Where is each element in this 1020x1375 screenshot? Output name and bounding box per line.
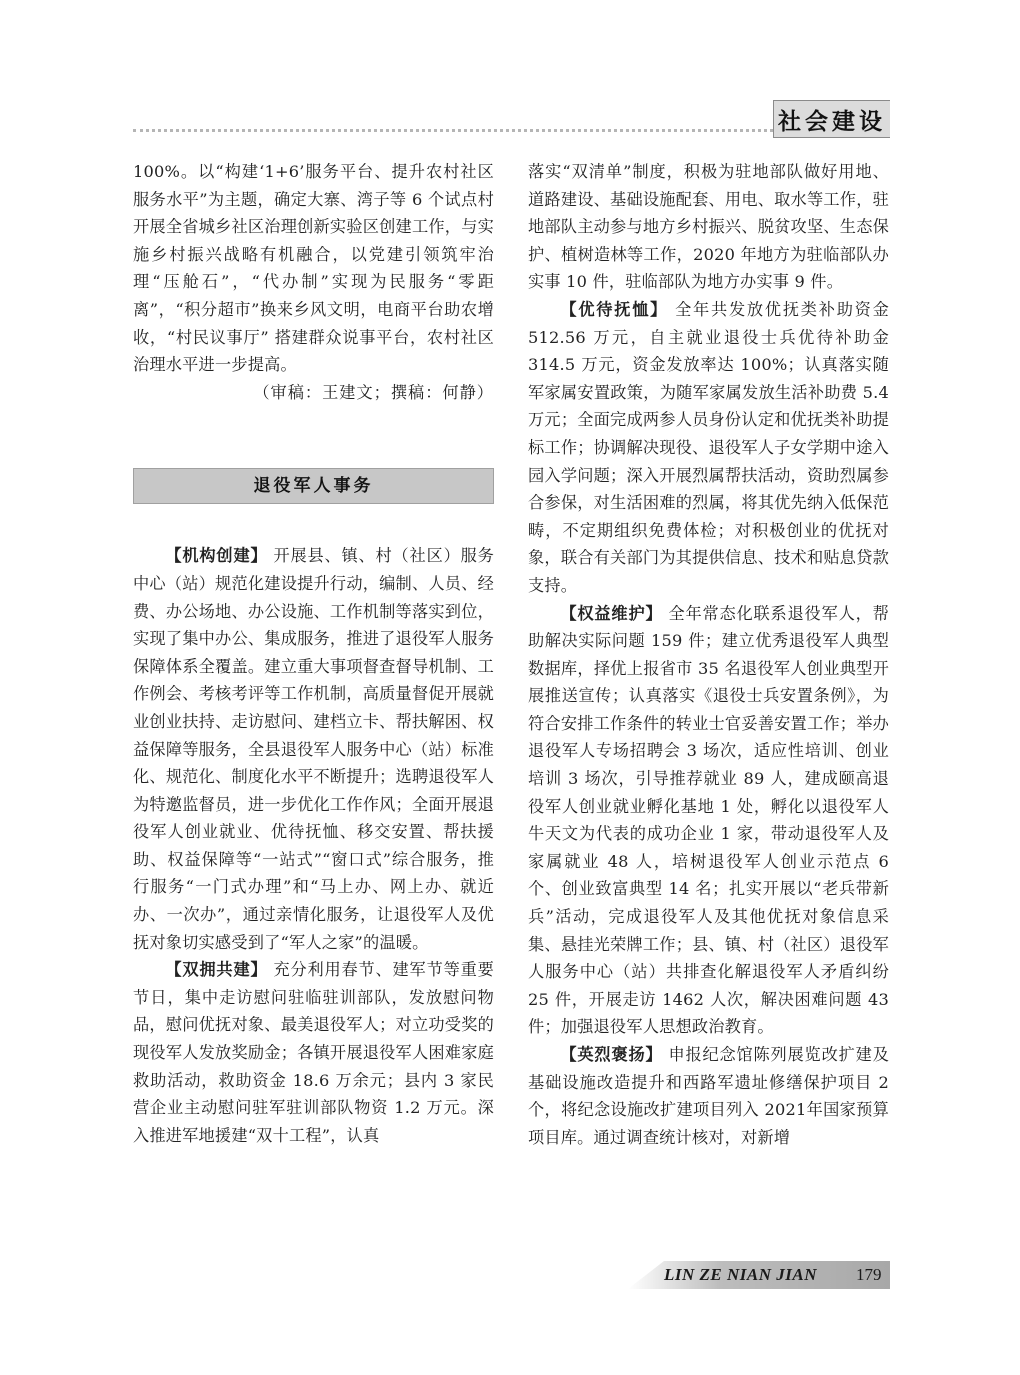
paragraph-text: 开展县、镇、村（社区）服务中心（站）规范化建设提升行动，编制、人员、经费、办公场地、办公设施、工作机制等落实到位，实现了集中办公、集成服务，推进了退役军人服务保障体系全覆盖。建立重大事项督查督导机制、工作例会、考核考评等工作机制，高质量督促开展就业创业扶持、走访慰问、建档立卡、帮扶解困、权益保障等服务，全县退役军人服务中心（站）标准化、规范化、制度化水平不断提升；选聘退役军人为特邀监督员，进一步优化工作作风；全面开展退役军人创业就业、优待抚恤、移交安置、帮扶援助、权益保障等“一站式”“窗口式”综合服务，推行服务“一门式办理”和“马上办、网上办、就近办、一次办”，通过亲情化服务，让退役军人及优抚对象切实感受到了“军人之家”的温暖。 [133, 546, 495, 952]
paragraph-keyword: 【机构创建】 [165, 546, 268, 566]
section-banner: 退役军人事务 [133, 468, 494, 504]
paragraph-martyr-commemoration [528, 1041, 889, 1151]
intro-paragraph: 100%。以“构建‘1+6’服务平台、提升农村社区服务水平”为主题，确定大寨、湾子等 6 个试点村开展全省城乡社区治理创新实验区创建工作，与实施乡村振兴战略有机融合，以党建引领筑牢治理“压舱石”，“代办制”实现为民服务“零距离”，“积分超市”换来乡风文明，电商平台助农增收，“村民议事厅” 搭建群众说事平台，农村社区治理水平进一步提高。 [133, 162, 494, 375]
paragraph-preferential-treatment [528, 296, 889, 600]
paragraph-keyword: 【优待抚恤】 [560, 299, 669, 319]
journal-name: LIN ZE NIAN JIAN [664, 1265, 817, 1284]
paragraph-text: 申报纪念馆陈列展览改扩建及基础设施改造提升和西路军遗址修缮保护项目 2 个，将纪念设施改扩建项目列入 2021年国家预算项目库。通过调查统计核对，对新增 [528, 1045, 890, 1147]
paragraph-keyword: 【英烈褒扬】 [560, 1045, 663, 1064]
paragraph-text: 全年共发放优抚类补助资金 512.56 万元，自主就业退役士兵优待补助金 314.5 万元，资金发放率达 100%；认真落实随军家属安置政策，为随军家属发放生活补助费 5.4 万元；全面完成两参人员身份认定和优抚类补助提标工作；协调解决现役、退役军人子女学期中途入园入学问题；深入开展烈属帮扶活动，资助烈属参合参保，对生活困难的烈属，将其优先纳入低保范畴，不定期组织免费体检；对积极创业的优抚对象，联合有关部门为其提供信息、技术和贴息贷款支持。 [528, 299, 890, 595]
paragraph-text: 全年常态化联系退役军人，帮助解决实际问题 159 件；建立优秀退役军人典型数据库，择优上报省市 35 名退役军人创业典型开展推送宣传；认真落实《退役士兵安置条例》，为符合安排工作条件的转业士官妥善安置工作；举办退役军人专场招聘会 3 场次，适应性培训、创业培训 3 场次，引导推荐就业 89 人，建成颐高退役军人创业就业孵化基地 1 处，孵化以退役军人牛天文为代表的成功企业 1 家，带动退役军人及家属就业 48 人，培树退役军人创业示范点 6 个、创业致富典型 14 名；扎实开展以“老兵带新兵”活动，完成退役军人及其他优抚对象信息采集、悬挂光荣牌工作；县、镇、村（社区）退役军人服务中心（站）共排查化解退役军人矛盾纠纷 25 件，开展走访 1462 人次，解决困难问题 43 件；加强退役军人思想政治教育。 [528, 603, 890, 1037]
page-number: 179 [856, 1265, 882, 1284]
header-dotted-rule [133, 129, 773, 132]
editor-credit: （审稿：王建文；撰稿：何静） [253, 382, 494, 402]
paragraph-rights-protection [528, 600, 889, 1042]
paragraph-keyword: 【双拥共建】 [165, 960, 268, 980]
paragraph-text: 充分利用春节、建军节等重要节日，集中走访慰问驻临驻训部队，发放慰问物品，慰问优抚对象、最美退役军人；对立功受奖的现役军人发放奖励金；各镇开展退役军人困难家庭救助活动，救助资金 18.6 万余元；县内 3 家民营企业主动慰问驻军驻训部队物资 1.2 万元。深入推进军地援建“双十工程”，认真 [133, 960, 495, 1145]
paragraph-dual-support [133, 956, 494, 1149]
paragraph-institution-building [133, 542, 494, 956]
right-column [528, 158, 889, 1151]
paragraph-keyword: 【权益维护】 [560, 603, 663, 623]
section-title: 社会建设 [773, 100, 890, 138]
left-column [133, 158, 494, 1149]
continuation-paragraph: 落实“双清单”制度，积极为驻地部队做好用地、道路建设、基础设施配套、用电、取水等工作，驻地部队主动参与地方乡村振兴、脱贫攻坚、生态保护、植树造林等工作，2020 年地方为驻临部队办实事 10 件，驻临部队为地方办实事 9 件。 [528, 162, 889, 292]
